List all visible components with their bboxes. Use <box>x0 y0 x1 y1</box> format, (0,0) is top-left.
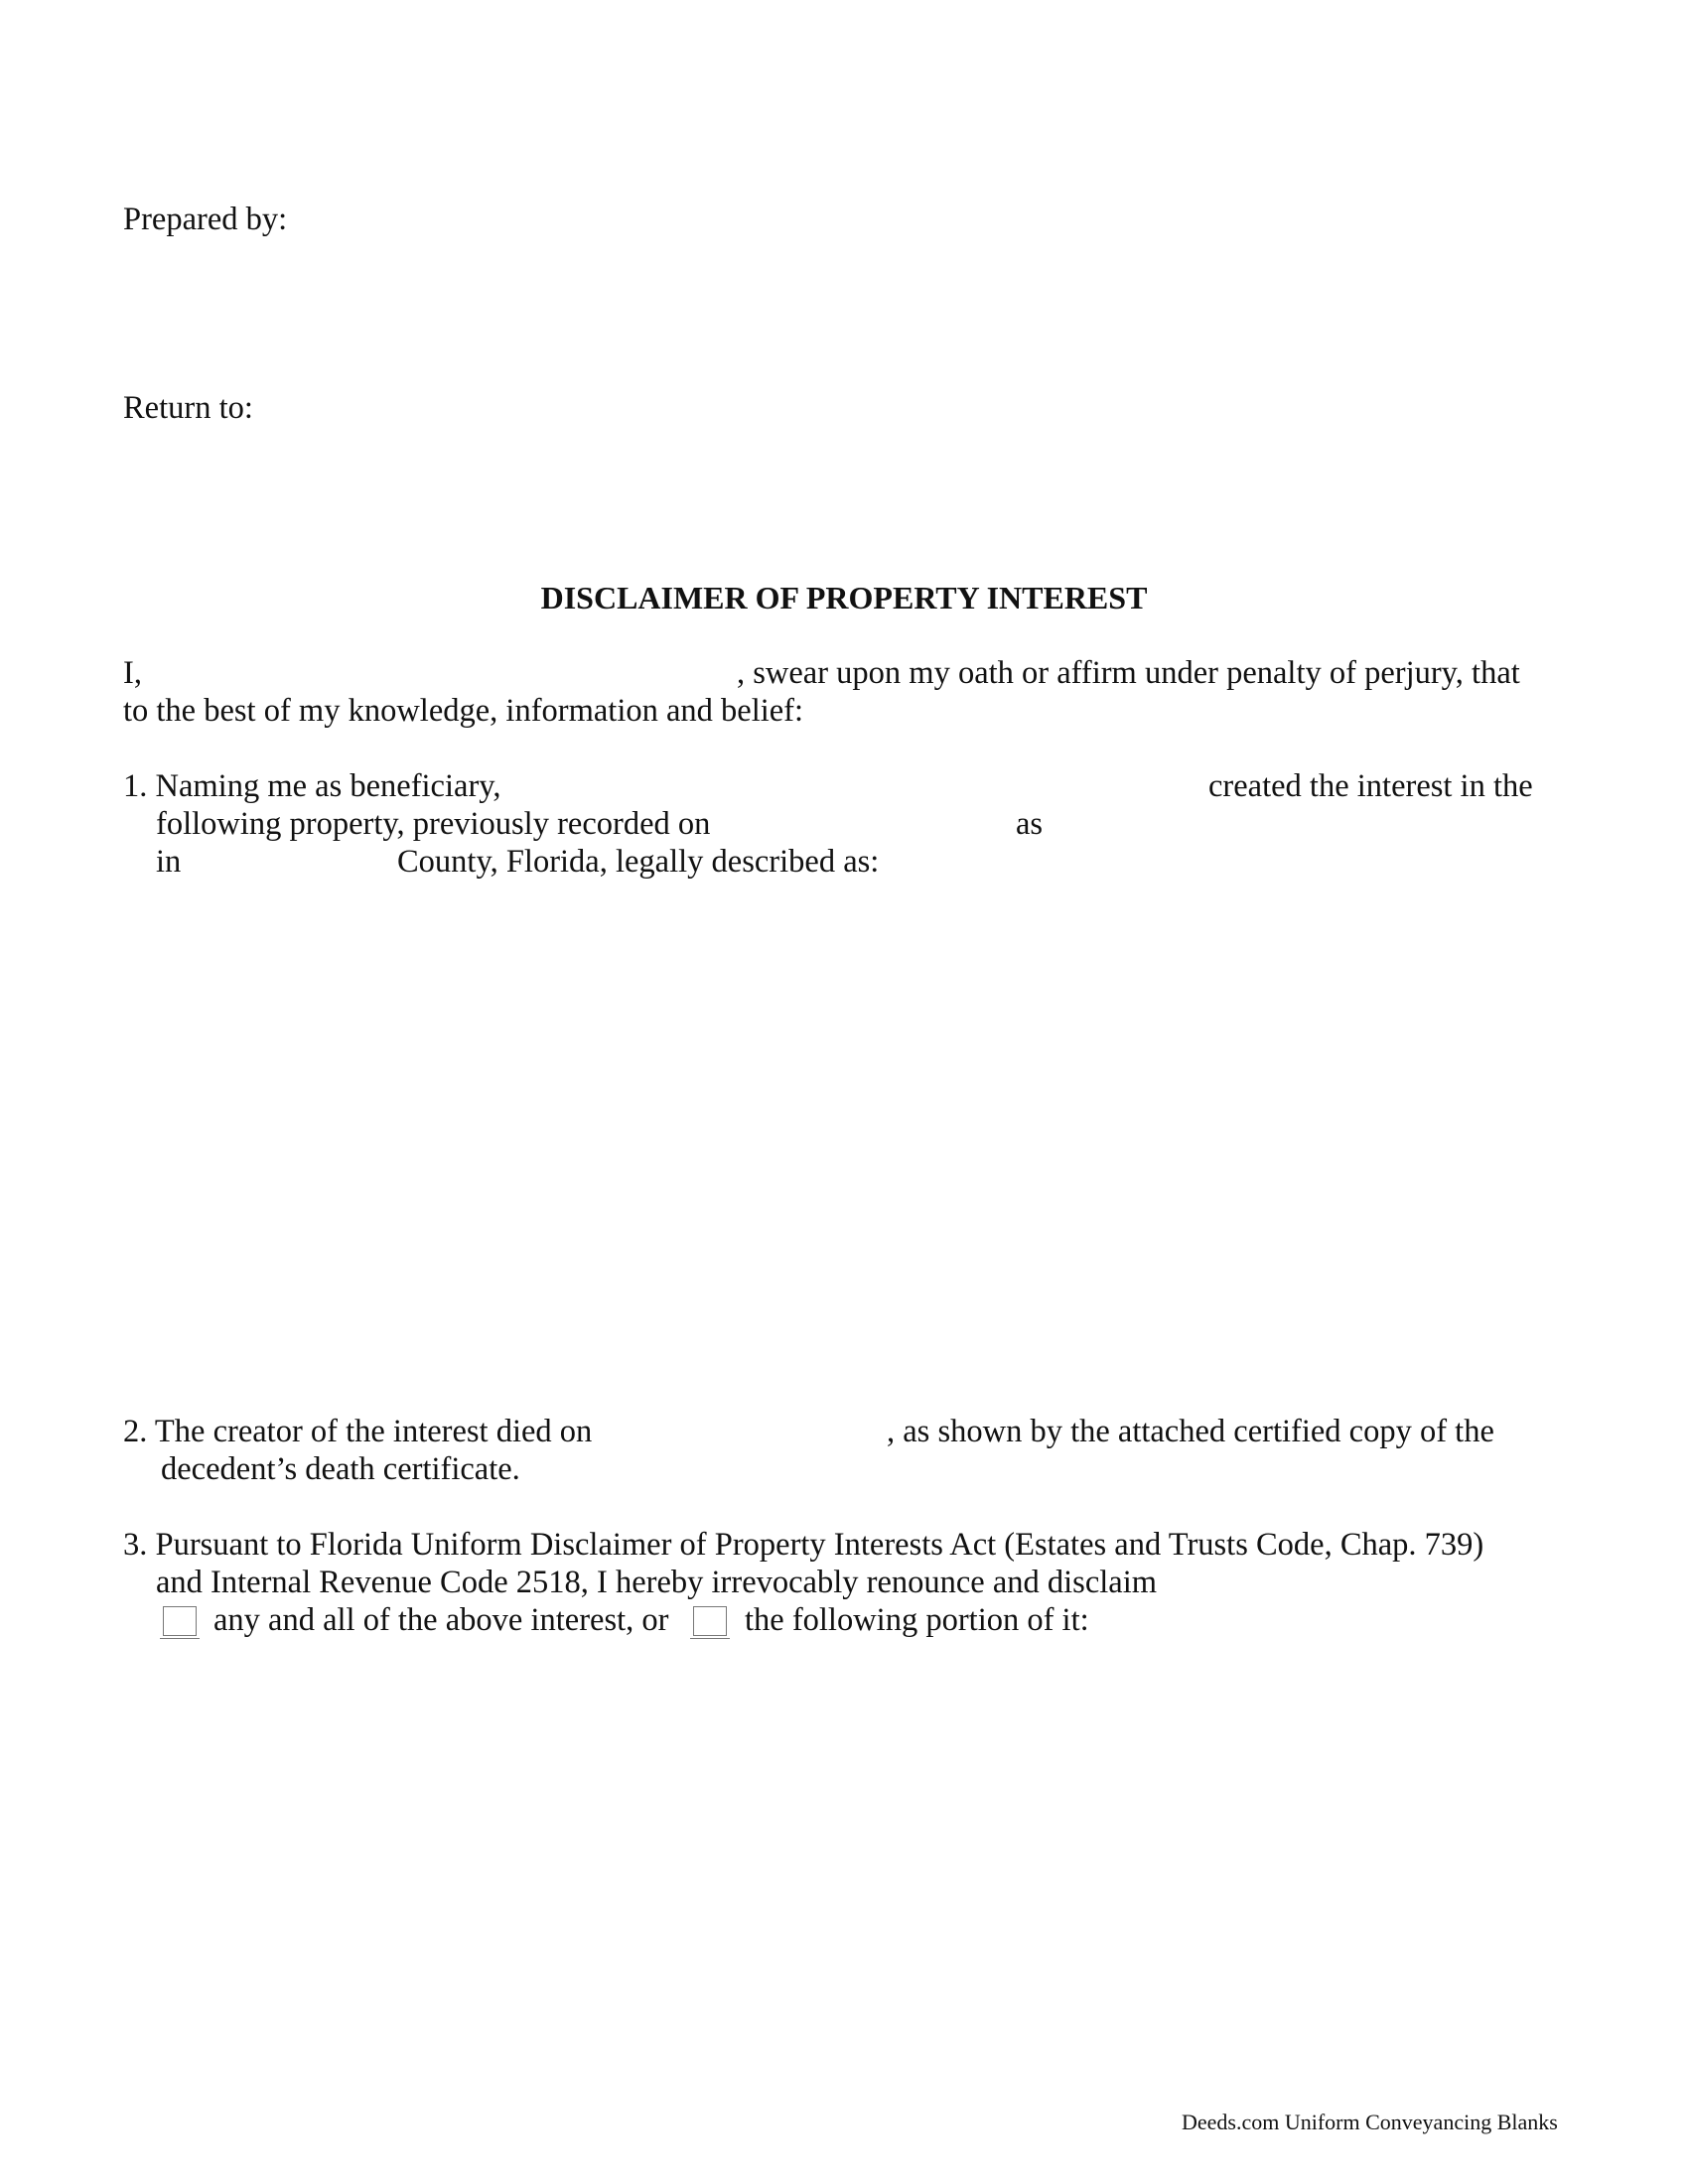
intro-line1-prefix: I, <box>123 655 142 691</box>
item1-line2-suffix: as <box>1016 806 1044 842</box>
intro-line2: to the best of my knowledge, information and belief: <box>123 693 804 729</box>
intro-line1-suffix: , swear upon my oath or affirm under penalty of perjury, that <box>737 655 1520 691</box>
item3-line2: and Internal Revenue Code 2518, I hereby irrevocably renounce and disclaim <box>156 1565 1158 1600</box>
disclaim-portion-label: the following portion of it: <box>745 1602 1089 1638</box>
item1-line1-prefix: 1. Naming me as beneficiary, <box>123 768 501 804</box>
disclaim-all-checkbox[interactable] <box>163 1606 197 1636</box>
disclaim-portion-checkbox[interactable] <box>693 1606 727 1636</box>
item3-line1: 3. Pursuant to Florida Uniform Disclaimer of Property Interests Act (Estates and Trusts Code, Chap. 739) <box>123 1527 1484 1563</box>
item2-line1-prefix: 2. The creator of the interest died on <box>123 1414 593 1449</box>
item2-line2: decedent’s death certificate. <box>161 1451 520 1487</box>
item1-line1-suffix: created the interest in the <box>1208 768 1533 804</box>
footer-text: Deeds.com Uniform Conveyancing Blanks <box>1182 2110 1558 2134</box>
prepared-by-label: Prepared by: <box>123 202 288 237</box>
item1-line3-prefix: in <box>156 844 182 880</box>
item2-line1-suffix: , as shown by the attached certified copy of the <box>887 1414 1494 1449</box>
return-to-label: Return to: <box>123 390 253 426</box>
item1-line3-suffix: County, Florida, legally described as: <box>397 844 880 880</box>
item1-line2-prefix: following property, previously recorded on <box>156 806 711 842</box>
disclaim-all-label: any and all of the above interest, or <box>213 1602 669 1638</box>
document-title: DISCLAIMER OF PROPERTY INTEREST <box>540 580 1148 615</box>
